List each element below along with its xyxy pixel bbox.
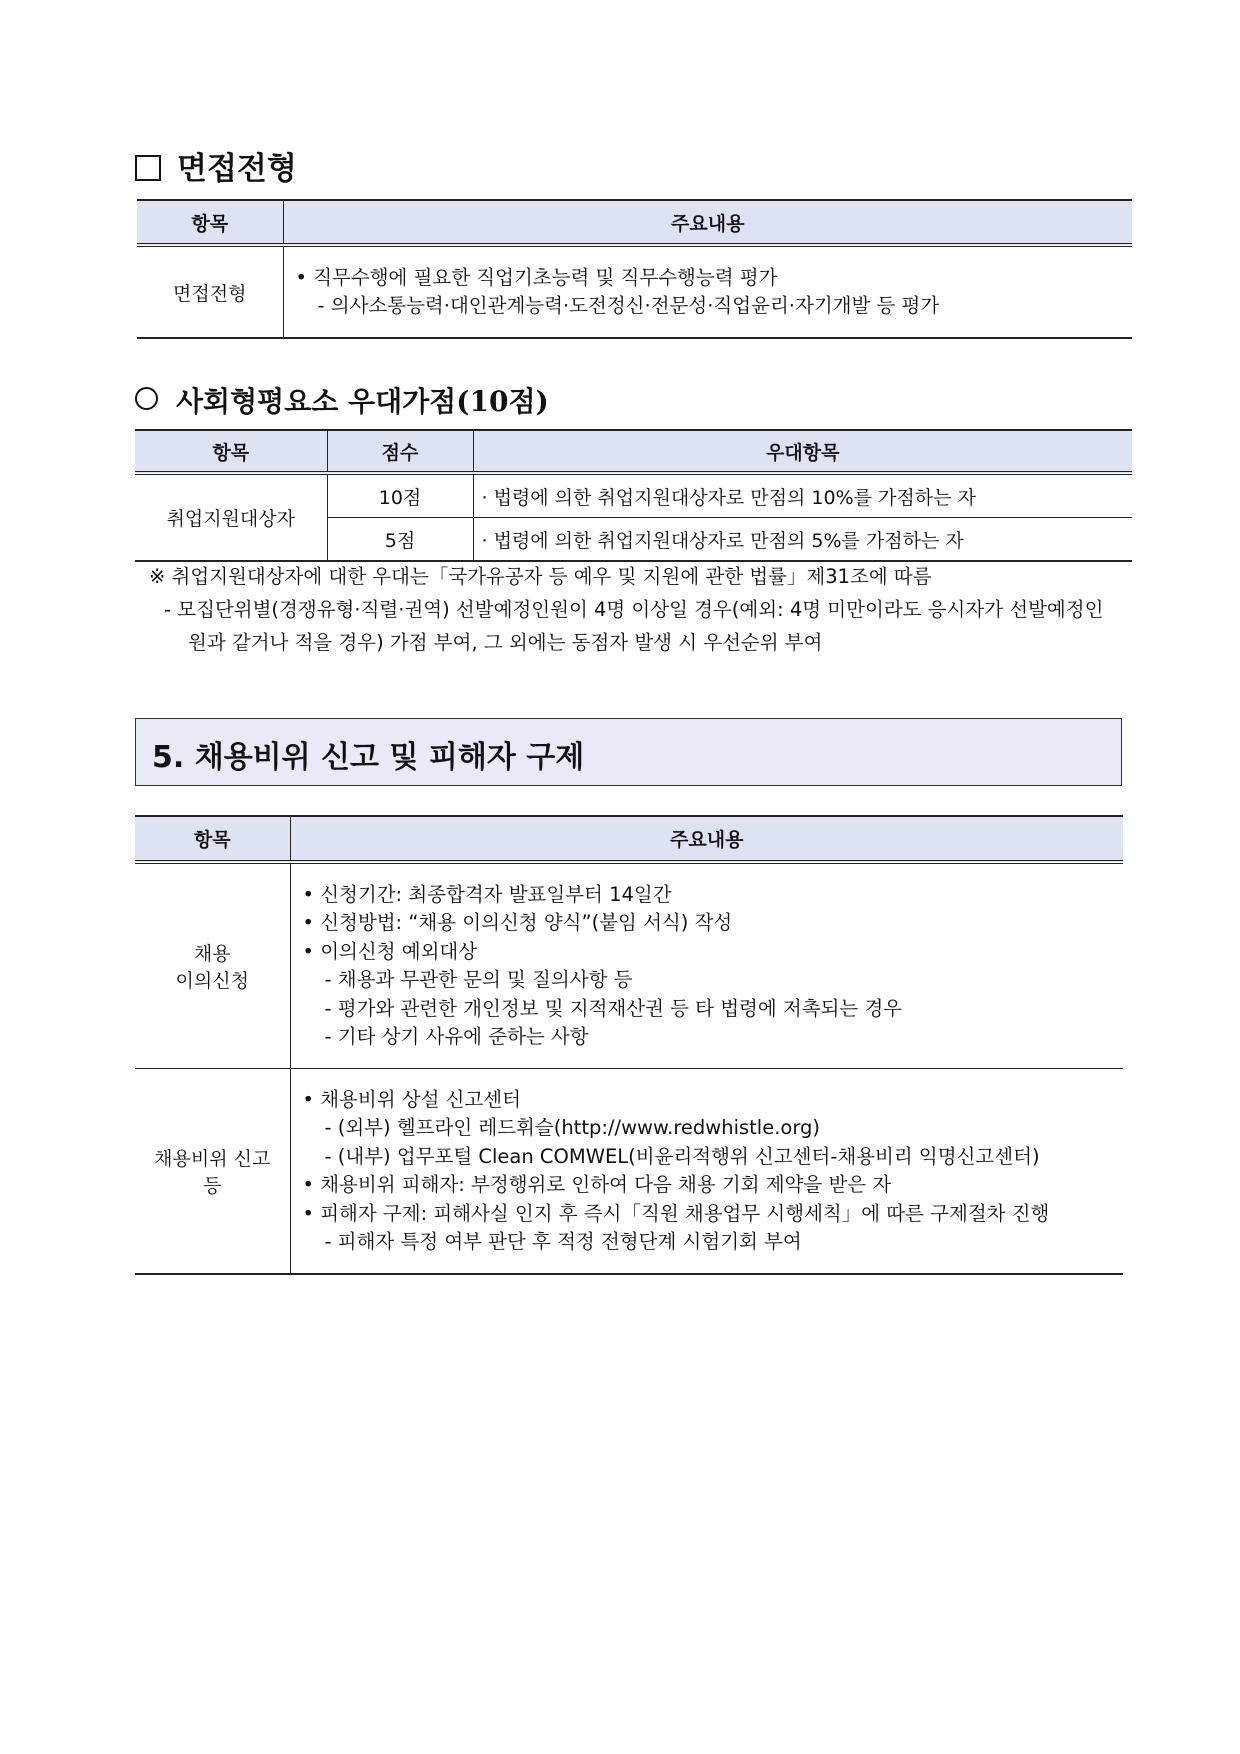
note-reference: ※ 취업지원대상자에 대한 우대는「국가유공자 등 예우 및 지원에 관한 법률」제31조에 따름 — [149, 565, 932, 588]
sub-line: - 의사소통능력·대인관계능력·도전정신·전문성·직업윤리·자기개발 등 평가 — [317, 294, 940, 317]
sub-line: - 평가와 관련한 개인정보 및 지적재산권 등 타 법령에 저촉되는 경우 — [324, 996, 903, 1020]
checkbox-square-icon — [135, 155, 161, 181]
bullet-line: • 신청기간: 최종합격자 발표일부터 14일간 — [302, 882, 672, 906]
note-detail-cont: 원과 같거나 적을 경우) 가점 부여, 그 외에는 동점자 발생 시 우선순위 부여 — [188, 631, 823, 654]
section-title-report: 5. 채용비위 신고 및 피해자 구제 — [152, 740, 585, 775]
interview-table — [137, 199, 1132, 339]
sub-line: - 기타 상기 사유에 준하는 사항 — [324, 1025, 589, 1048]
bullet-line: • 피해자 구제: 피해사실 인지 후 즉시「직원 채용업무 시행세칙」에 따른 구제절차 진행 — [302, 1201, 1050, 1225]
header-content: 주요내용 — [290, 816, 1123, 862]
row-content — [290, 862, 1123, 1069]
header-item: 항목 — [135, 430, 327, 473]
section-title-bonus: 사회형평요소 우대가점(10점) — [135, 380, 549, 420]
bonus-text: · 법령에 의한 취업지원대상자로 만점의 5%를 가점하는 자 — [481, 529, 964, 552]
header-content: 주요내용 — [283, 200, 1132, 245]
bonus-table — [135, 429, 1132, 562]
report-table — [135, 815, 1123, 1275]
sub-line: - 채용과 무관한 문의 및 질의사항 등 — [324, 968, 633, 991]
row-label: 채용비위 신고 등 — [135, 1069, 290, 1275]
score-cell: 5점 — [327, 518, 473, 562]
bullet-line: • 신청방법: “채용 이의신청 양식”(붙임 서식) 작성 — [302, 911, 733, 934]
header-item: 항목 — [135, 816, 290, 862]
sub-line: - (외부) 헬프라인 레드휘슬(http://www.redwhistle.org) — [324, 1116, 821, 1139]
bullet-line: • 직무수행에 필요한 직업기초능력 및 직무수행능력 평가 — [295, 265, 778, 289]
row-content — [283, 245, 1132, 338]
row-label: 채용 이의신청 — [135, 862, 290, 1069]
section-banner — [135, 718, 1122, 786]
header-score: 점수 — [327, 430, 473, 473]
sub-line: - 피해자 특정 여부 판단 후 적정 전형단계 시험기회 부여 — [324, 1230, 802, 1253]
score-cell: 10점 — [327, 473, 473, 518]
header-item: 항목 — [137, 200, 283, 245]
row-content — [290, 1069, 1123, 1275]
row-label: 취업지원대상자 — [135, 473, 327, 561]
bonus-text: · 법령에 의한 취업지원대상자로 만점의 10%를 가점하는 자 — [473, 473, 1132, 518]
row-label: 면접전형 — [137, 245, 283, 338]
section-title-interview: 면접전형 — [135, 143, 297, 188]
sub-line: - (내부) 업무포털 Clean COMWEL(비윤리적행위 신고센터-채용비리 익명신고센터) — [324, 1144, 1040, 1168]
header-bonus-item: 우대항목 — [473, 430, 1132, 473]
bullet-line: • 이의신청 예외대상 — [302, 939, 478, 963]
bullet-line: • 채용비위 상설 신고센터 — [302, 1087, 521, 1111]
note-detail: - 모집단위별(경쟁유형·직렬·권역) 선발예정인원이 4명 이상일 경우(예외: 4명 미만이라도 응시자가 선발예정인 — [164, 598, 1104, 621]
circle-bullet-icon — [135, 387, 158, 410]
bullet-line: • 채용비위 피해자: 부정행위로 인하여 다음 채용 기회 제약을 받은 자 — [302, 1173, 892, 1196]
